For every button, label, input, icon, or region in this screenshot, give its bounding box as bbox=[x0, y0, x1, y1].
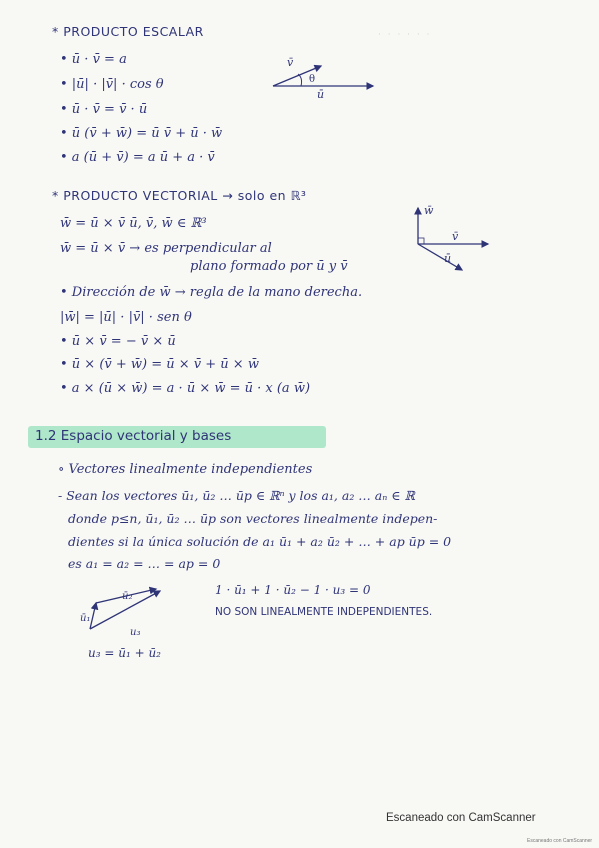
escalar-line-1: • ū · v̄ = a bbox=[60, 52, 127, 67]
heading-producto-escalar: * PRODUCTO ESCALAR bbox=[52, 24, 204, 39]
example-equation: 1 · ū₁ + 1 · ū₂ − 1 · u₃ = 0 bbox=[215, 583, 371, 597]
label-w: w̄ bbox=[424, 204, 434, 217]
escalar-line-4: • ū (v̄ + w̄) = ū v̄ + ū · w̄ bbox=[60, 126, 223, 141]
label-u2-dep: ū₂ bbox=[122, 591, 133, 602]
escalar-line-2: • |ū| · |v̄| · cos θ bbox=[60, 77, 164, 92]
label-u: ū bbox=[317, 88, 325, 101]
label-v2: v̄ bbox=[452, 230, 459, 243]
label-u2: ū bbox=[444, 252, 452, 265]
section-line-2: - Sean los vectores ū₁, ū₂ … ūp ∈ ℝⁿ y los a₁, a₂ … aₙ ∈ ℝ bbox=[58, 488, 415, 503]
section-line-4: dientes si la única solución de a₁ ū₁ + a₂ ū₂ + … + ap ūp = 0 bbox=[68, 534, 452, 549]
vectorial-line-8: • a × (ū × w̄) = a · ū × w̄ = ū · x (a w̄) bbox=[60, 381, 311, 396]
vectorial-line-1: w̄ = ū × v̄ ū, v̄, w̄ ∈ ℝ³ bbox=[60, 216, 207, 231]
vectorial-vector-diagram bbox=[400, 198, 500, 278]
label-theta: θ bbox=[309, 74, 316, 85]
label-u3: u₃ bbox=[130, 627, 141, 638]
label-u1: ū₁ bbox=[80, 613, 91, 624]
vectorial-line-4: • Dirección de w̄ → regla de la mano derecha. bbox=[60, 285, 363, 300]
vectorial-line-5: |w̄| = |ū| · |v̄| · sen θ bbox=[60, 310, 192, 325]
vectorial-line-2: w̄ = ū × v̄ → es perpendicular al bbox=[60, 241, 272, 256]
example-caption: u₃ = ū₁ + ū₂ bbox=[88, 646, 161, 660]
vectorial-line-6: • ū × v̄ = − v̄ × ū bbox=[60, 334, 176, 349]
example-conclusion: NO SON LINEALMENTE INDEPENDIENTES. bbox=[215, 606, 433, 618]
section-line-1: ∘ Vectores linealmente independientes bbox=[58, 462, 313, 477]
escalar-line-3: • ū · v̄ = v̄ · ū bbox=[60, 102, 148, 117]
faded-watermark: · · · · · · bbox=[378, 30, 432, 40]
escalar-vector-diagram bbox=[265, 52, 385, 102]
linear-dependence-diagram bbox=[78, 585, 178, 645]
escalar-line-5: • a (ū + v̄) = a ū + a · v̄ bbox=[60, 150, 215, 165]
scanner-footer: Escaneado con CamScanner bbox=[386, 812, 536, 824]
section-line-3: donde p≤n, ū₁, ū₂ … ūp son vectores linealmente indepen- bbox=[68, 511, 438, 526]
vectorial-line-7: • ū × (v̄ + w̄) = ū × v̄ + ū × w̄ bbox=[60, 357, 259, 372]
section-line-5: es a₁ = a₂ = … = ap = 0 bbox=[68, 556, 221, 571]
section-title: 1.2 Espacio vectorial y bases bbox=[35, 428, 232, 444]
scanner-footer-small: Escaneado con CamScanner bbox=[527, 838, 593, 844]
label-v: v̄ bbox=[287, 56, 294, 69]
vectorial-line-3: plano formado por ū y v̄ bbox=[190, 259, 348, 274]
heading-producto-vectorial: * PRODUCTO VECTORIAL → solo en ℝ³ bbox=[52, 188, 307, 203]
